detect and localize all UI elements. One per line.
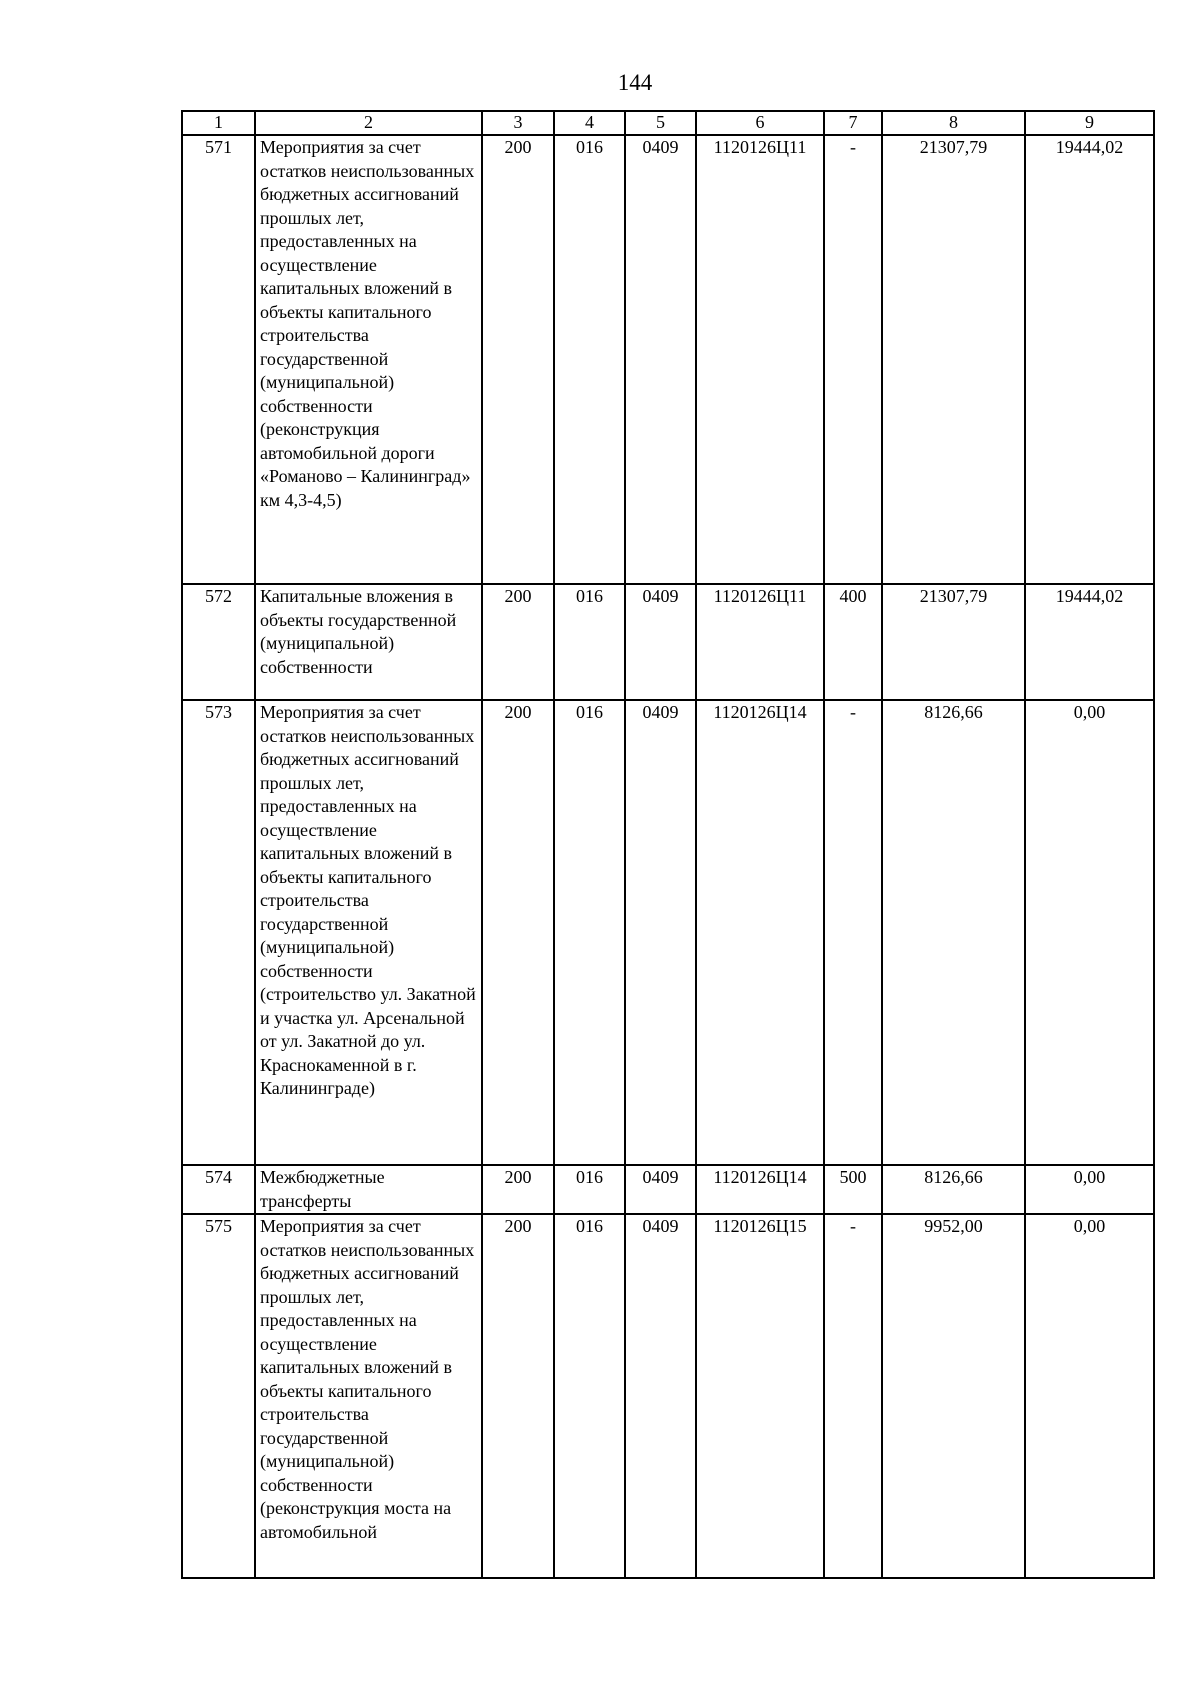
column-header: 4 [554, 111, 625, 135]
cell-col9: 0,00 [1025, 1165, 1154, 1214]
row-number: 572 [182, 584, 255, 700]
cell-col5: 0409 [625, 1214, 696, 1578]
table-row [182, 1165, 1154, 1214]
cell-col7: - [824, 700, 882, 1165]
table-row [182, 135, 1154, 584]
row-description: Межбюджетные трансферты [255, 1165, 482, 1214]
cell-col7: - [824, 1214, 882, 1578]
page-number: 144 [617, 70, 653, 95]
cell-col4: 016 [554, 584, 625, 700]
column-header: 3 [482, 111, 554, 135]
column-header: 9 [1025, 111, 1154, 135]
cell-col6: 1120126Ц11 [696, 584, 824, 700]
row-number: 571 [182, 135, 255, 584]
column-header: 1 [182, 111, 255, 135]
cell-col6: 1120126Ц14 [696, 700, 824, 1165]
cell-col7: 500 [824, 1165, 882, 1214]
column-header: 2 [255, 111, 482, 135]
column-header: 6 [696, 111, 824, 135]
column-header: 7 [824, 111, 882, 135]
cell-col4: 016 [554, 700, 625, 1165]
row-description: Мероприятия за счет остатков неиспользованных бюджетных ассигнований прошлых лет, предоставленных на осуществление капитальных вложений в объекты капитального строительства государственной (муниципальной) собственности (строительство ул. Закатной и участка ул. Арсенальной от ул. Закатной до ул. Краснокаменной в г. Калининграде) [255, 700, 482, 1165]
cell-col8: 8126,66 [882, 700, 1025, 1165]
cell-col7: - [824, 135, 882, 584]
cell-col6: 1120126Ц15 [696, 1214, 824, 1578]
cell-col4: 016 [554, 1214, 625, 1578]
row-number: 575 [182, 1214, 255, 1578]
budget-table [181, 110, 1155, 1579]
cell-col3: 200 [482, 584, 554, 700]
cell-col9: 0,00 [1025, 1214, 1154, 1578]
table-row [182, 584, 1154, 700]
cell-col6: 1120126Ц14 [696, 1165, 824, 1214]
cell-col8: 9952,00 [882, 1214, 1025, 1578]
cell-col5: 0409 [625, 135, 696, 584]
cell-col5: 0409 [625, 700, 696, 1165]
cell-col8: 8126,66 [882, 1165, 1025, 1214]
cell-col8: 21307,79 [882, 584, 1025, 700]
table-row [182, 700, 1154, 1165]
cell-col4: 016 [554, 135, 625, 584]
cell-col3: 200 [482, 700, 554, 1165]
cell-col3: 200 [482, 1214, 554, 1578]
row-description: Капитальные вложения в объекты государственной (муниципальной) собственности [255, 584, 482, 700]
cell-col9: 19444,02 [1025, 135, 1154, 584]
row-number: 573 [182, 700, 255, 1165]
cell-col8: 21307,79 [882, 135, 1025, 584]
cell-col6: 1120126Ц11 [696, 135, 824, 584]
column-header: 8 [882, 111, 1025, 135]
row-number: 574 [182, 1165, 255, 1214]
cell-col9: 0,00 [1025, 700, 1154, 1165]
cell-col5: 0409 [625, 584, 696, 700]
cell-col3: 200 [482, 1165, 554, 1214]
cell-col7: 400 [824, 584, 882, 700]
column-header: 5 [625, 111, 696, 135]
cell-col9: 19444,02 [1025, 584, 1154, 700]
row-description: Мероприятия за счет остатков неиспользованных бюджетных ассигнований прошлых лет, предоставленных на осуществление капитальных вложений в объекты капитального строительства государственной (муниципальной) собственности (реконструкция моста на автомобильной [255, 1214, 482, 1578]
row-description: Мероприятия за счет остатков неиспользованных бюджетных ассигнований прошлых лет, предоставленных на осуществление капитальных вложений в объекты капитального строительства государственной (муниципальной) собственности (реконструкция автомобильной дороги «Романово – Калининград» км 4,3-4,5) [255, 135, 482, 584]
cell-col4: 016 [554, 1165, 625, 1214]
table-row [182, 1214, 1154, 1578]
cell-col5: 0409 [625, 1165, 696, 1214]
header-row [182, 111, 1154, 135]
cell-col3: 200 [482, 135, 554, 584]
